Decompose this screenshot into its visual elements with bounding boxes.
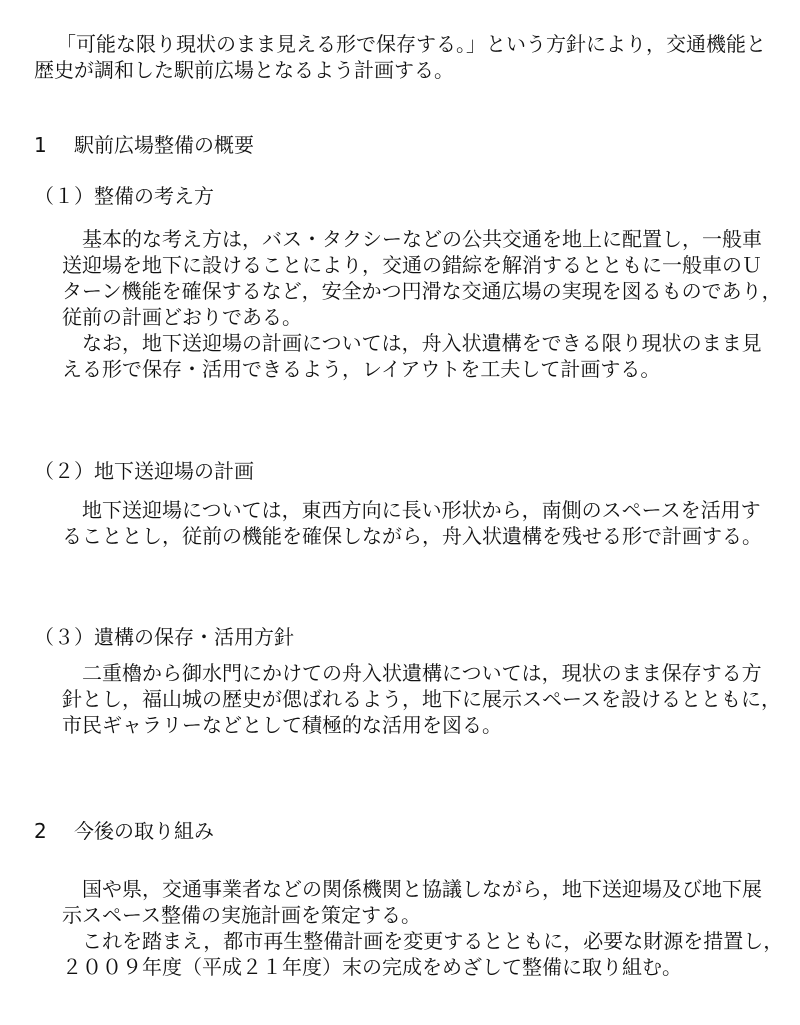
subsection-2-p1-line-1: 地下送迎場については，東西方向に長い形状から，南側のスペースを活用す (82, 498, 761, 522)
subsection-1-heading: （１）整備の考え方 (34, 184, 214, 208)
section-2-title: 今後の取り組み (74, 819, 214, 843)
intro-line-1: 「可能な限り現状のまま見える形で保存する。」という方針により，交通機能と (56, 32, 766, 56)
section-2-number: 2 (34, 819, 47, 843)
section-1-number: 1 (34, 133, 47, 157)
subsection-1-p1-line-1: 基本的な考え方は，バス・タクシーなどの公共交通を地上に配置し，一般車 (82, 227, 762, 251)
subsection-2-p1-line-2: ることとし，従前の機能を確保しながら，舟入状遺構を残せる形で計画する。 (62, 524, 762, 548)
subsection-2-heading: （２）地下送迎場の計画 (34, 459, 254, 483)
section-2-heading (34, 818, 214, 844)
subsection-3-p1-line-2: 針とし，福山城の歴史が偲ばれるよう，地下に展示スペースを設けるとともに， (62, 687, 781, 711)
section-2-p2-line-2: ２００９年度（平成２１年度）末の完成をめざして整備に取り組む。 (62, 955, 682, 979)
subsection-3-p1-line-3: 市民ギャラリーなどとして積極的な活用を図る。 (62, 713, 502, 737)
section-1-heading (34, 132, 254, 158)
intro-line-2: 歴史が調和した駅前広場となるよう計画する。 (34, 58, 454, 82)
subsection-1-p1-line-4: 従前の計画どおりである。 (62, 305, 302, 329)
section-2-p1-line-1: 国や県，交通事業者などの関係機関と協議しながら，地下送迎場及び地下展 (82, 877, 762, 901)
subsection-1-p1-line-2: 送迎場を地下に設けることにより，交通の錯綜を解消するとともに一般車のＵ (62, 253, 762, 277)
subsection-3-p1-line-1: 二重櫓から御水門にかけての舟入状遺構については，現状のまま保存する方 (82, 661, 762, 685)
section-1-title: 駅前広場整備の概要 (74, 133, 254, 157)
subsection-1-p2-line-1: なお，地下送迎場の計画については，舟入状遺構をできる限り現状のまま見 (82, 331, 762, 355)
subsection-3-heading: （３）遺構の保存・活用方針 (34, 625, 294, 649)
section-2-p1-line-2: 示スペース整備の実施計画を策定する。 (62, 903, 421, 927)
subsection-1-p1-line-3: ターン機能を確保するなど，安全かつ円滑な交通広場の実現を図るものであり， (62, 279, 782, 303)
subsection-1-p2-line-2: える形で保存・活用できるよう，レイアウトを工夫して計画する。 (62, 357, 661, 381)
section-2-p2-line-1: これを踏まえ，都市再生整備計画を変更するとともに，必要な財源を措置し， (82, 929, 784, 953)
